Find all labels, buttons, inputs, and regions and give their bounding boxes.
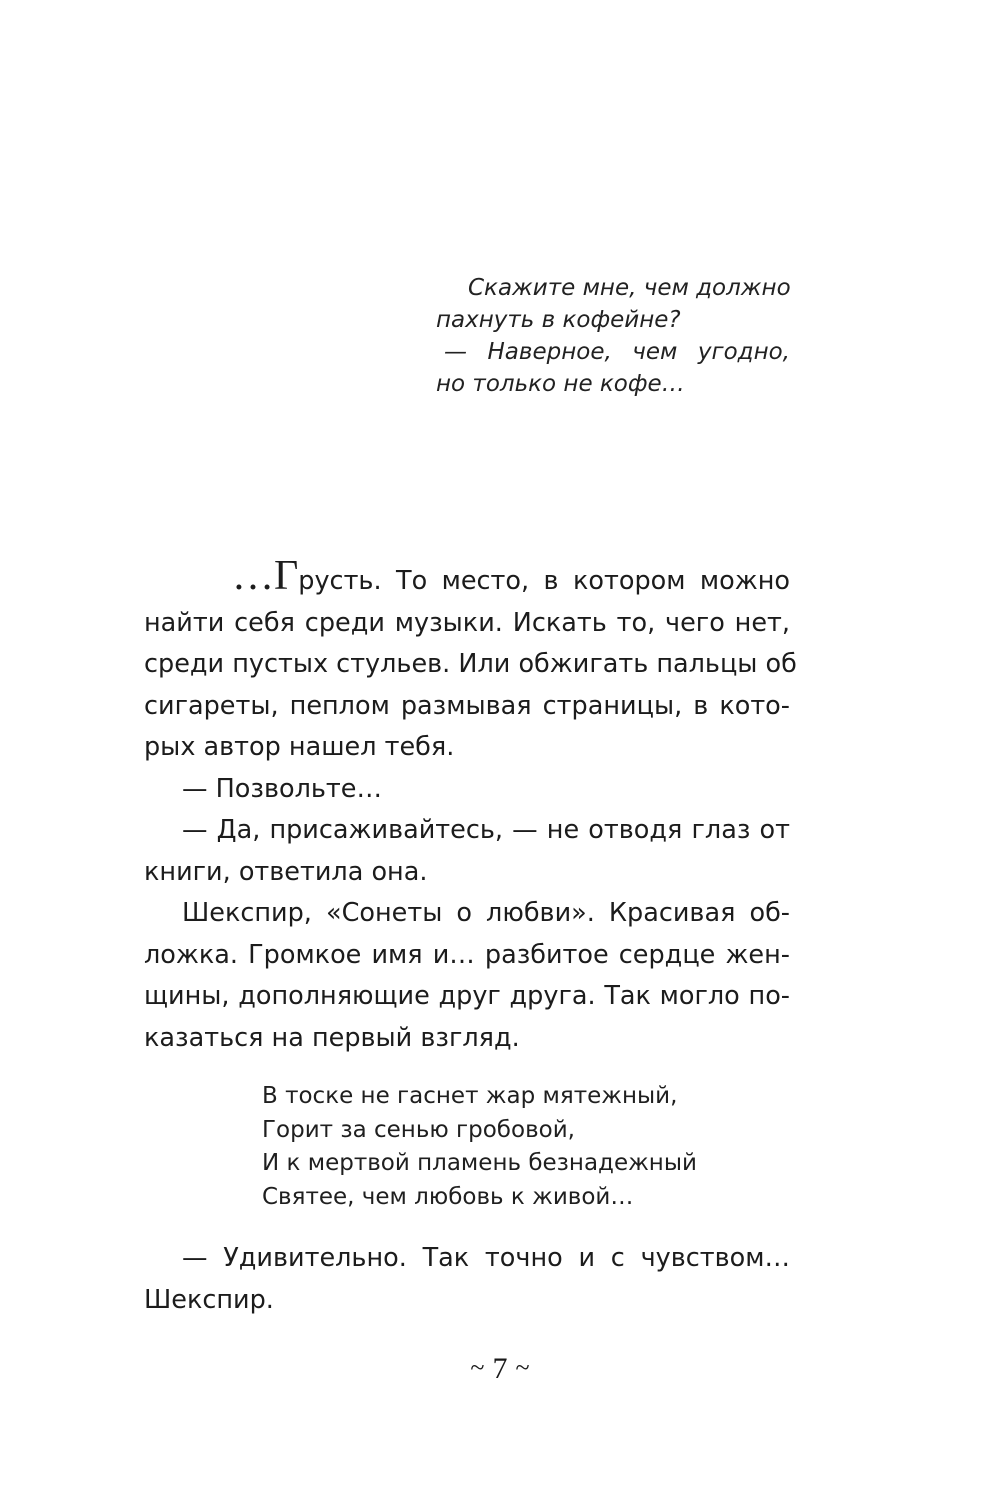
epigraph-line: но только не кофе… — [436, 371, 685, 397]
body-text — [144, 553, 797, 1059]
dialogue-line: — Удивительно. Так точно и с чувством… — [182, 1243, 790, 1273]
poem-quote — [262, 1080, 702, 1214]
drop-cap-letter: Г — [274, 553, 299, 599]
body-line: найти себя среди музыки. Искать то, чего нет, — [144, 607, 790, 638]
body-line: Шекспир, «Сонеты о любви». Красивая об- — [182, 898, 790, 928]
page-number — [0, 1348, 1000, 1389]
body-line: щины, дополняющие друг друга. Так могло по- — [144, 981, 790, 1011]
epigraph-line: Скажите мне, чем должно — [468, 275, 791, 301]
poem-line: В тоске не гаснет жар мятежный, — [262, 1083, 678, 1109]
body-line: ложка. Громкое имя и… разбитое сердце жен- — [144, 939, 790, 970]
closing-dialogue — [144, 1238, 790, 1321]
body-line: книги, ответила она. — [144, 856, 428, 887]
poem-line: И к мертвой пламень безнадежный — [262, 1150, 697, 1176]
body-line: сигареты, пеплом размывая страницы, в кото- — [144, 690, 790, 721]
body-line: русть. То место, в котором можно — [298, 566, 790, 596]
page-number-right-ornament: ~ — [515, 1353, 530, 1382]
body-line: казаться на первый взгляд. — [144, 1022, 520, 1053]
paragraph-first-line — [144, 553, 790, 603]
body-line: рых автор нашел тебя. — [144, 732, 455, 762]
drop-cap-ellipsis: … — [232, 553, 274, 599]
dialogue-line: — Позвольте… — [182, 773, 382, 804]
dialogue-line: — Да, присаживайтесь, — не отводя глаз от — [182, 815, 790, 845]
poem-line: Горит за сенью гробовой, — [262, 1116, 575, 1143]
epigraph-line: — Наверное, чем угодно, — [444, 339, 790, 365]
epigraph-line: пахнуть в кофейне? — [436, 307, 681, 333]
drop-cap — [232, 553, 298, 599]
page-number-value: 7 — [492, 1352, 508, 1385]
body-line: Шекспир. — [144, 1284, 274, 1315]
epigraph — [436, 272, 790, 400]
page-number-left-ornament: ~ — [470, 1353, 485, 1382]
poem-line: Святее, чем любовь к живой… — [262, 1183, 634, 1210]
body-line: среди пустых стульев. Или обжигать пальцы об — [144, 649, 797, 679]
